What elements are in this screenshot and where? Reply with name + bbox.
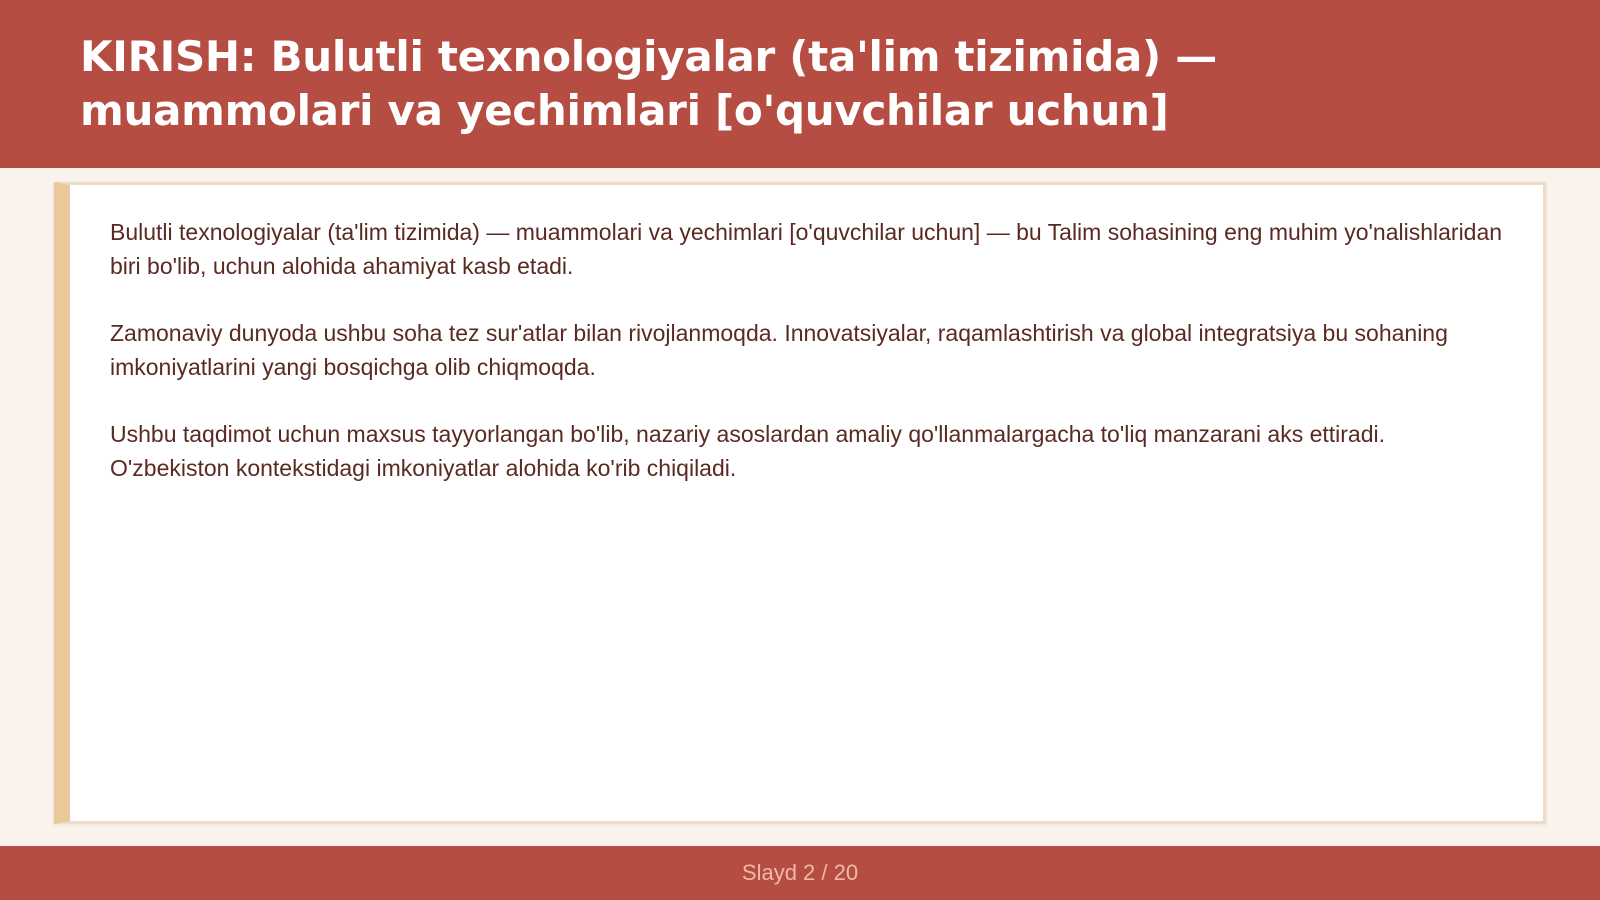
slide-number: Slayd 2 / 20	[741, 860, 859, 885]
paragraph-2: Zamonaviy dunyoda ushbu soha tez sur'atlar bilan rivojlanmoqda. Innovatsiyalar, raqamlashtirish va global integratsiya bu sohaning imkoniyatlarini yangi bosqichga olib chiqmoqda.	[110, 320, 1448, 380]
slide-footer	[0, 846, 1600, 900]
paragraph-3: Ushbu taqdimot uchun maxsus tayyorlangan bo'lib, nazariy asoslardan amaliy qo'llanmalargacha to'liq manzarani aks ettiradi. O'zbekiston kontekstidagi imkoniyatlar alohida ko'rib chiqiladi.	[110, 421, 1386, 481]
content-card	[54, 182, 1546, 824]
paragraph-1: Bulutli texnologiyalar (ta'lim tizimida) — muammolari va yechimlari [o'quvchilar uchun] — bu Talim sohasining eng muhim yo'nalishlaridan biri bo'lib, uchun alohida ahamiyat kasb etadi.	[110, 219, 1503, 279]
slide-title: KIRISH: Bulutli texnologiyalar (ta'lim tizimida) — muammolari va yechimlari [o'quvchilar uchun]	[80, 32, 1217, 135]
slide-header	[0, 0, 1600, 168]
